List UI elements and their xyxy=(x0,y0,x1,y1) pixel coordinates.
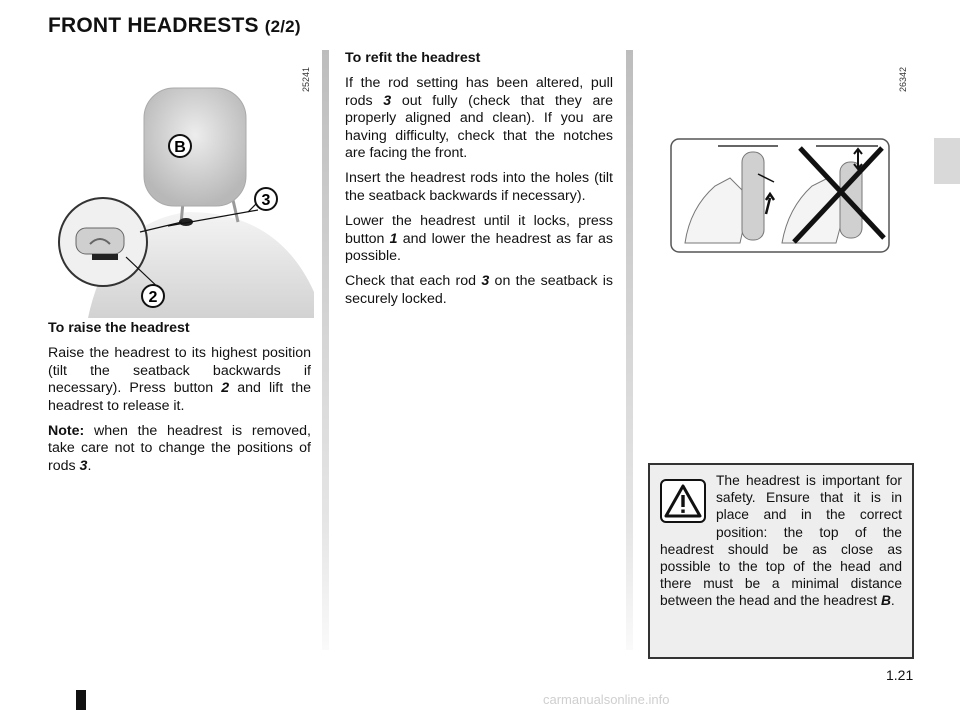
release-button-housing xyxy=(76,228,124,254)
raise-section xyxy=(48,320,311,483)
raise-paragraph xyxy=(48,345,311,415)
raise-text: and lift the headrest to release it. xyxy=(48,380,311,414)
refit-text: Lower the headrest until it locks, press button xyxy=(345,213,613,247)
headrest-illustration xyxy=(48,62,314,318)
ref-rod-3: 3 xyxy=(383,92,392,109)
warning-body: The headrest is important for safety. Ensure that it is in place and in the correct position: the top of the headrest should be as close as possible to the top of the head and there must be a minimal distance between the head and the headrest xyxy=(660,473,902,609)
warning-box xyxy=(648,463,914,659)
headrest-correct xyxy=(742,152,764,240)
label-b: B xyxy=(174,139,186,156)
label-2: 2 xyxy=(148,289,158,306)
watermark: carmanualsonline.info xyxy=(543,692,670,707)
ref-rod-3: 3 xyxy=(481,273,490,290)
refit-text: on the seatback is securely locked. xyxy=(345,273,613,307)
section-tab xyxy=(934,138,960,184)
warning-text xyxy=(660,472,902,610)
refit-text: and lower the headrest as far as possible. xyxy=(345,230,613,265)
headrest-cushion xyxy=(144,88,246,206)
page-title-part: (2/2) xyxy=(264,17,301,36)
refit-paragraph: Insert the headrest rods into the holes (tilt the seatback backwards if necessary). xyxy=(345,170,613,204)
page-number: 1.21 xyxy=(886,667,914,683)
page-title xyxy=(48,14,301,38)
raise-text: Raise the headrest to its highest position (tilt the seatback backwards if necessary). Press button xyxy=(48,345,311,397)
column-divider xyxy=(626,50,633,650)
refit-text: Check that each rod xyxy=(345,273,482,290)
label-3: 3 xyxy=(261,192,271,209)
refit-heading: To refit the headrest xyxy=(345,50,481,66)
refit-paragraph xyxy=(345,213,613,265)
refit-paragraph xyxy=(345,273,613,308)
figure-code-left: 25241 xyxy=(301,66,311,92)
refit-paragraph xyxy=(345,75,613,162)
release-button xyxy=(92,254,118,260)
column-divider xyxy=(322,50,329,650)
note-label: Note: xyxy=(48,423,85,440)
corner-mark xyxy=(76,690,86,710)
note-text: . xyxy=(87,457,92,474)
figure-code-right: 26342 xyxy=(898,66,908,92)
ref-button-1: 1 xyxy=(389,230,398,247)
page-title-main: FRONT HEADRESTS xyxy=(48,14,259,37)
note-text: when the headrest is removed, take care not to change the positions of rods xyxy=(48,423,311,474)
refit-text: If the rod setting has been altered, pull rods xyxy=(345,75,613,109)
refit-section xyxy=(345,50,613,316)
warning-body: . xyxy=(890,593,895,609)
raise-note xyxy=(48,423,311,475)
ref-headrest-b: B xyxy=(880,593,891,609)
headrest-position-illustration xyxy=(670,138,890,253)
ref-rod-3: 3 xyxy=(79,457,88,474)
raise-heading: To raise the headrest xyxy=(48,320,190,336)
refit-text: out fully (check that they are properly aligned and clean). If you are having difficulty, check that the notches are facing the front. xyxy=(345,92,613,162)
ref-button-2: 2 xyxy=(221,380,230,397)
